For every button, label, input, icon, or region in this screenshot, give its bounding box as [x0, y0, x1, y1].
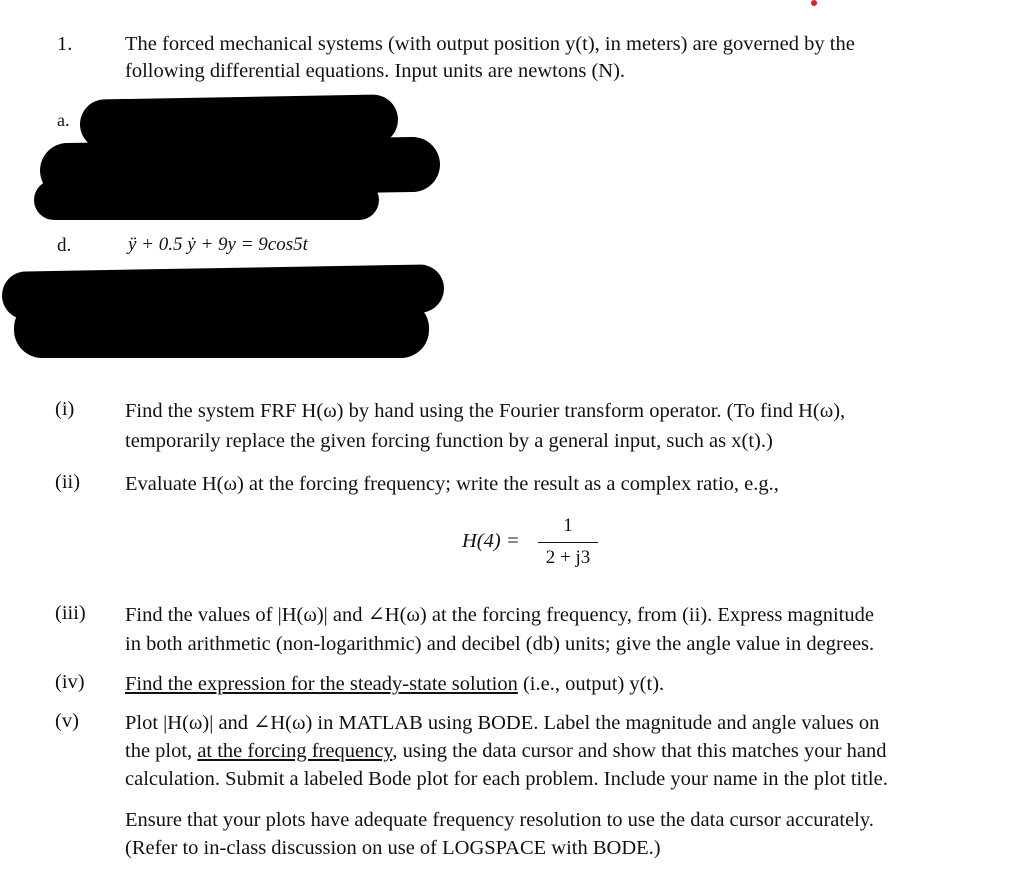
task-ii-label: (ii) — [55, 471, 81, 493]
task-v-line-2 — [125, 737, 887, 766]
example-lhs: H(4) = — [462, 530, 520, 552]
task-iii-label: (iii) — [55, 602, 86, 624]
note-line-1: Ensure that your plots have adequate frequency resolution to use the data cursor accurately. — [125, 809, 874, 831]
intro-line-2: following differential equations. Input units are newtons (N). — [125, 60, 626, 82]
task-v-line-3: calculation. Submit a labeled Bode plot for each problem. Include your name in the plot title. — [125, 768, 888, 790]
example-numerator: 1 — [563, 515, 573, 536]
task-v-line-2-b: , using the data cursor and show that this matches your hand — [392, 740, 887, 762]
task-v-line-2-a: the plot, — [125, 740, 198, 762]
task-iii-line-2: in both arithmetic (non-logarithmic) and decibel (db) units; give the angle value in degrees. — [125, 633, 875, 655]
note-line-2: (Refer to in-class discussion on use of LOGSPACE with BODE.) — [125, 837, 661, 859]
task-i-label: (i) — [55, 398, 75, 420]
task-v-underlined: at the forcing frequency — [197, 740, 393, 762]
task-iv-rest: (i.e., output) y(t). — [517, 673, 665, 695]
fraction-bar — [538, 542, 598, 543]
task-iv-label: (iv) — [55, 671, 85, 693]
task-iv-line — [125, 670, 664, 699]
part-a-label: a. — [57, 110, 70, 130]
task-v-label: (v) — [55, 710, 79, 732]
task-ii-line-1: Evaluate H(ω) at the forcing frequency; write the result as a complex ratio, e.g., — [125, 473, 779, 495]
task-i-line-1: Find the system FRF H(ω) by hand using the Fourier transform operator. (To find H(ω), — [125, 400, 846, 422]
part-d-equation: ÿ + 0.5 ẏ + 9y = 9cos5t — [128, 234, 308, 255]
task-iii-line-1: Find the values of |H(ω)| and ∠H(ω) at the forcing frequency, from (ii). Express magnitude — [125, 604, 874, 626]
task-iv-underlined: Find the expression for the steady-state solution — [125, 673, 518, 695]
problem-number: 1. — [57, 33, 73, 55]
example-denominator: 2 + j3 — [545, 547, 591, 568]
marker-dot — [811, 0, 817, 6]
task-i-line-2: temporarily replace the given forcing function by a general input, such as x(t).) — [125, 430, 773, 452]
part-d-label: d. — [57, 235, 72, 256]
task-v-line-1: Plot |H(ω)| and ∠H(ω) in MATLAB using BODE. Label the magnitude and angle values on — [125, 712, 880, 734]
intro-line-1: The forced mechanical systems (with output position y(t), in meters) are governed by the — [125, 33, 855, 55]
